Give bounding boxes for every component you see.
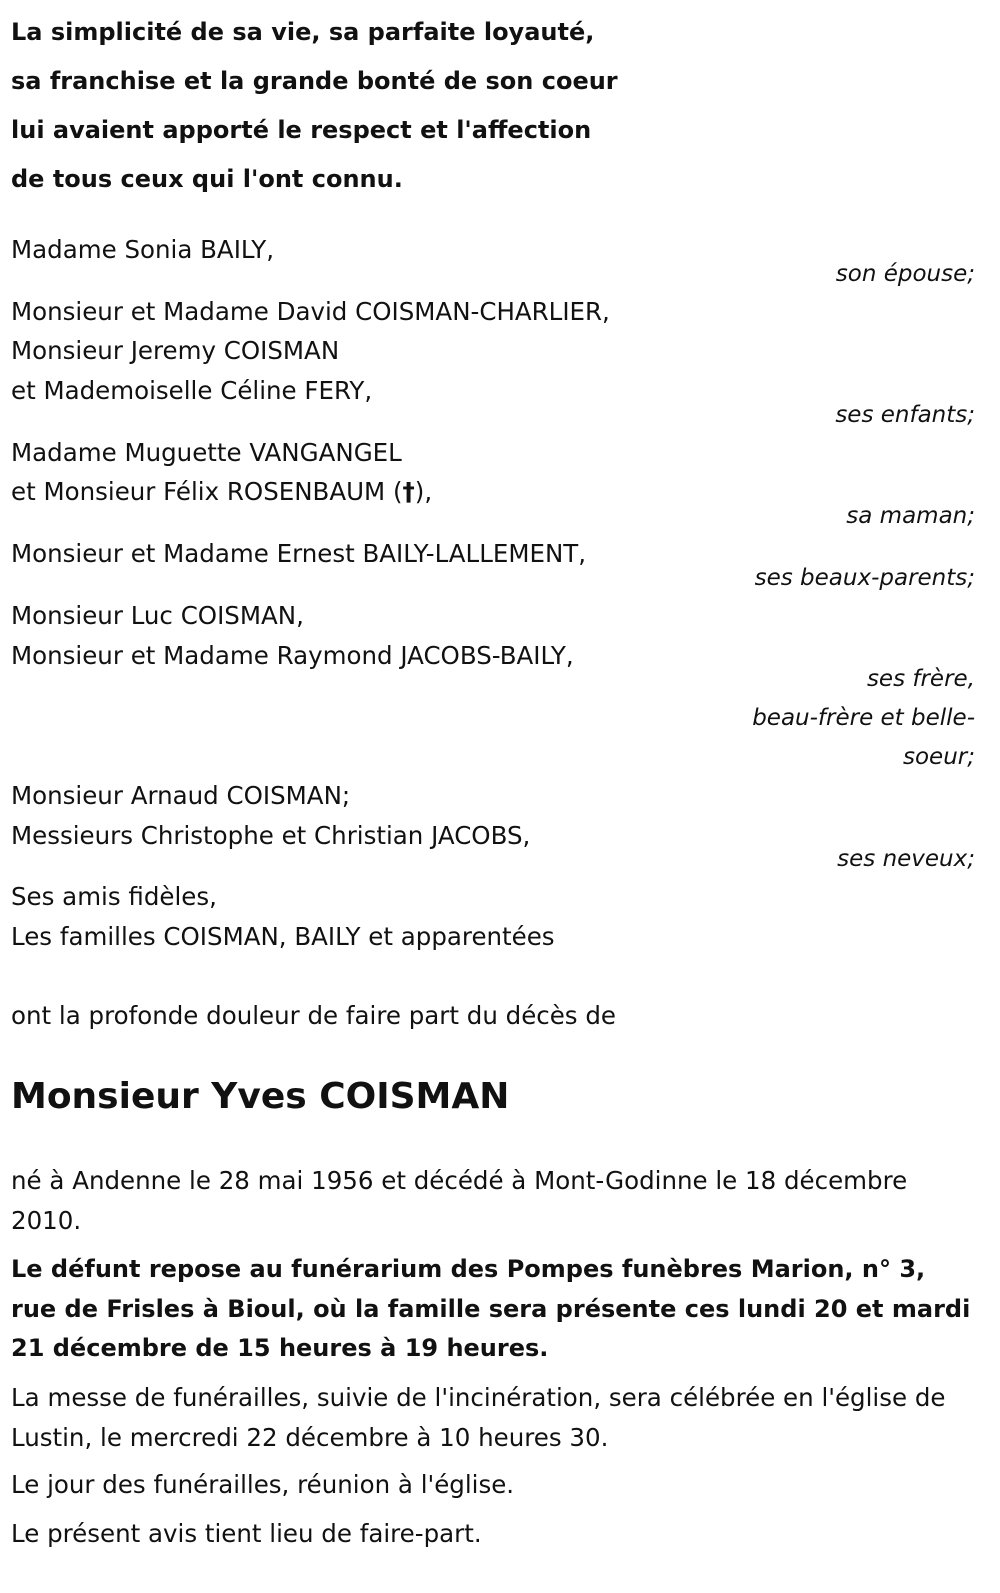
nephews-line-2: Messieurs Christophe et Christian JACOBS, — [11, 821, 531, 850]
epigraph: La simplicité de sa vie, sa parfaite loyauté, sa franchise et la grande bonté de son coeur lui avaient apporté le respect et l'affection de tous ceux qui l'ont connu. — [11, 18, 618, 193]
cross-icon: † — [402, 477, 415, 506]
children-role: ses enfants; — [835, 402, 975, 428]
birth-death: né à Andenne le 28 mai 1956 et décédé à Mont-Godinne le 18 décembre 2010. — [11, 1166, 908, 1235]
children-line-2: Monsieur Jeremy COISMAN — [11, 336, 340, 365]
mother-line-1: Madame Muguette VANGANGEL — [11, 438, 402, 467]
meeting-info: Le jour des funérailles, réunion à l'église. — [11, 1470, 515, 1499]
notice: Le présent avis tient lieu de faire-part. — [11, 1519, 482, 1548]
friends-line: Ses amis fidèles, — [11, 882, 217, 911]
children-line-1: Monsieur et Madame David COISMAN-CHARLIER, — [11, 297, 610, 326]
mother-line-2-end: ), — [414, 477, 433, 506]
siblings-line-2: Monsieur et Madame Raymond JACOBS-BAILY, — [11, 641, 574, 670]
families-line: Les familles COISMAN, BAILY et apparentées — [11, 922, 555, 951]
spouse-line: Madame Sonia BAILY, — [11, 235, 275, 264]
spouse-role: son épouse; — [835, 261, 975, 287]
inlaws-role: ses beaux-parents; — [754, 565, 975, 591]
siblings-role-line-3: soeur; — [903, 744, 975, 770]
announcement: ont la profonde douleur de faire part du décès de — [11, 1001, 616, 1030]
inlaws-line: Monsieur et Madame Ernest BAILY-LALLEMENT, — [11, 539, 587, 568]
siblings-line-1: Monsieur Luc COISMAN, — [11, 601, 304, 630]
siblings-role-line-2: beau-frère et belle- — [752, 705, 975, 731]
deceased-name: Monsieur Yves COISMAN — [11, 1076, 510, 1117]
funeral-home: Le défunt repose au funérarium des Pompes funèbres Marion, n° 3, rue de Frisles à Bioul, où la famille sera présente ces lundi 20 et mardi 21 décembre de 15 heures à 19 heures. — [11, 1255, 971, 1362]
mother-line-2-text: et Monsieur Félix ROSENBAUM ( — [11, 477, 403, 506]
mother-line-2 — [11, 472, 432, 512]
nephews-role: ses neveux; — [837, 846, 975, 872]
mass-info: La messe de funérailles, suivie de l'incinération, sera célébrée en l'église de Lustin, le mercredi 22 décembre à 10 heures 30. — [11, 1383, 946, 1452]
children-line-3: et Mademoiselle Céline FERY, — [11, 376, 373, 405]
mother-role: sa maman; — [846, 503, 975, 529]
nephews-line-1: Monsieur Arnaud COISMAN; — [11, 781, 351, 810]
siblings-role-line-1: ses frère, — [866, 666, 975, 692]
